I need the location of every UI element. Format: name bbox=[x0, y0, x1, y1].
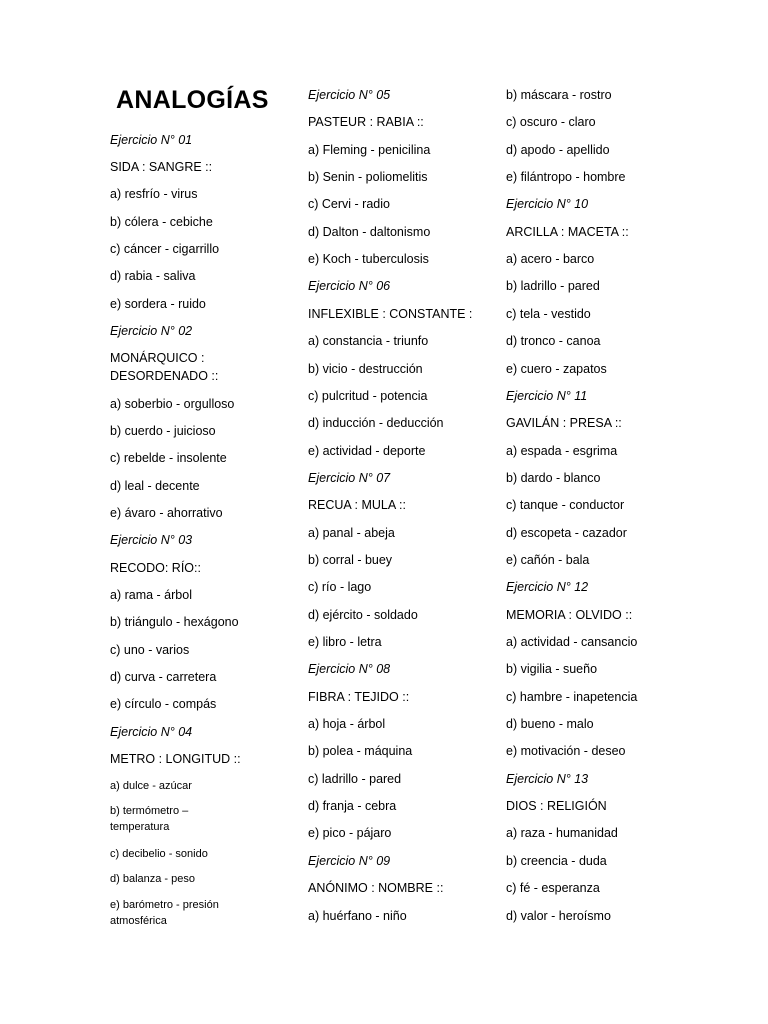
exercise-heading: Ejercicio N° 12 bbox=[506, 580, 589, 595]
answer-option: c) río - lago bbox=[308, 580, 372, 595]
analogy-prompt: PASTEUR : RABIA :: bbox=[308, 115, 424, 130]
answer-option: e) cuero - zapatos bbox=[506, 361, 607, 376]
answer-option: d) tronco - canoa bbox=[506, 334, 601, 349]
answer-option: d) leal - decente bbox=[110, 479, 200, 493]
answer-option: b) triángulo - hexágono bbox=[110, 615, 239, 629]
answer-option: b) polea - máquina bbox=[308, 744, 413, 759]
exercise-heading: Ejercicio N° 05 bbox=[308, 88, 391, 102]
answer-option: a) raza - humanidad bbox=[506, 826, 618, 841]
answer-option: a) constancia - triunfo bbox=[308, 334, 429, 349]
answer-option: a) soberbio - orgulloso bbox=[110, 397, 235, 411]
answer-option: d) inducción - deducción bbox=[308, 416, 444, 431]
answer-option: e) ávaro - ahorrativo bbox=[110, 506, 223, 520]
answer-option: d) escopeta - cazador bbox=[506, 525, 627, 540]
answer-option: a) Fleming - penicilina bbox=[308, 142, 431, 157]
answer-option: a) espada - esgrima bbox=[506, 443, 618, 458]
answer-option: c) tela - vestido bbox=[506, 306, 591, 321]
exercise-heading: Ejercicio N° 03 bbox=[110, 533, 193, 547]
answer-option: e) barómetro - presión bbox=[110, 899, 219, 911]
exercise-heading: Ejercicio N° 04 bbox=[110, 725, 193, 739]
answer-option: atmosférica bbox=[110, 915, 167, 927]
analogy-prompt: SIDA : SANGRE :: bbox=[110, 160, 213, 174]
answer-option: d) curva - carretera bbox=[110, 670, 217, 684]
answer-option: e) libro - letra bbox=[308, 635, 382, 649]
answer-option: a) hoja - árbol bbox=[308, 717, 386, 732]
answer-option: e) sordera - ruido bbox=[110, 297, 206, 311]
answer-option: e) Koch - tuberculosis bbox=[308, 252, 429, 267]
answer-option: b) Senin - poliomelitis bbox=[308, 170, 428, 185]
answer-option: a) resfrío - virus bbox=[110, 187, 198, 201]
analogy-prompt: MONÁRQUICO : bbox=[110, 351, 205, 365]
answer-option: b) termómetro – bbox=[110, 805, 189, 817]
answer-option: c) tanque - conductor bbox=[506, 498, 625, 513]
analogy-prompt: RECODO: RÍO:: bbox=[110, 561, 201, 575]
answer-option: d) balanza - peso bbox=[110, 873, 195, 885]
answer-option: e) cañón - bala bbox=[506, 552, 590, 567]
analogy-prompt: ARCILLA : MACETA :: bbox=[506, 224, 629, 239]
answer-option: c) Cervi - radio bbox=[308, 197, 390, 212]
answer-option: a) huérfano - niño bbox=[308, 908, 407, 923]
answer-option: d) Dalton - daltonismo bbox=[308, 224, 431, 239]
answer-option: temperatura bbox=[110, 821, 170, 833]
answer-option: d) apodo - apellido bbox=[506, 142, 610, 157]
answer-option: e) pico - pájaro bbox=[308, 826, 392, 841]
exercise-heading: Ejercicio N° 07 bbox=[308, 470, 391, 485]
exercise-heading: Ejercicio N° 13 bbox=[506, 771, 589, 786]
answer-option: b) vicio - destrucción bbox=[308, 361, 423, 376]
answer-option: c) fé - esperanza bbox=[506, 881, 600, 896]
page-title: ANALOGÍAS bbox=[116, 86, 269, 114]
exercise-heading: Ejercicio N° 09 bbox=[308, 853, 391, 868]
analogy-prompt: RECUA : MULA :: bbox=[308, 498, 406, 513]
answer-option: a) rama - árbol bbox=[110, 588, 192, 602]
answer-option: e) motivación - deseo bbox=[506, 744, 626, 759]
exercise-heading: Ejercicio N° 01 bbox=[110, 133, 193, 147]
answer-option: a) panal - abeja bbox=[308, 525, 395, 540]
exercise-heading: Ejercicio N° 11 bbox=[506, 388, 588, 403]
analogy-prompt: DESORDENADO :: bbox=[110, 369, 219, 383]
answer-option: e) círculo - compás bbox=[110, 697, 217, 711]
exercise-heading: Ejercicio N° 02 bbox=[110, 324, 193, 338]
answer-option: c) oscuro - claro bbox=[506, 115, 596, 130]
answer-option: d) rabia - saliva bbox=[110, 269, 196, 283]
answer-option: c) cáncer - cigarrillo bbox=[110, 242, 220, 256]
analogy-prompt: ANÓNIMO : NOMBRE :: bbox=[308, 881, 444, 896]
answer-option: d) franja - cebra bbox=[308, 799, 397, 814]
answer-option: c) hambre - inapetencia bbox=[506, 689, 638, 704]
exercise-heading: Ejercicio N° 06 bbox=[308, 279, 391, 294]
answer-option: e) actividad - deporte bbox=[308, 443, 426, 458]
answer-option: d) valor - heroísmo bbox=[506, 908, 611, 923]
analogy-prompt: GAVILÁN : PRESA :: bbox=[506, 416, 622, 431]
answer-option: e) filántropo - hombre bbox=[506, 170, 626, 185]
answer-option: b) ladrillo - pared bbox=[506, 279, 600, 294]
exercise-heading: Ejercicio N° 08 bbox=[308, 662, 391, 677]
answer-option: a) acero - barco bbox=[506, 252, 595, 267]
answer-option: a) actividad - cansancio bbox=[506, 635, 638, 649]
answer-option: c) uno - varios bbox=[110, 643, 190, 657]
answer-option: b) vigilia - sueño bbox=[506, 662, 598, 677]
analogy-prompt: MEMORIA : OLVIDO :: bbox=[506, 607, 633, 622]
answer-option: d) ejército - soldado bbox=[308, 607, 418, 622]
analogy-prompt: FIBRA : TEJIDO :: bbox=[308, 689, 410, 704]
answer-option: b) creencia - duda bbox=[506, 853, 607, 868]
analogy-prompt: INFLEXIBLE : CONSTANTE : bbox=[308, 306, 473, 321]
answer-option: c) rebelde - insolente bbox=[110, 451, 227, 465]
exercise-heading: Ejercicio N° 10 bbox=[506, 197, 589, 212]
answer-option: b) máscara - rostro bbox=[506, 88, 612, 102]
analogy-prompt: DIOS : RELIGIÓN bbox=[506, 799, 607, 814]
answer-option: b) cuerdo - juicioso bbox=[110, 424, 216, 438]
answer-option: b) dardo - blanco bbox=[506, 470, 601, 485]
answer-option: d) bueno - malo bbox=[506, 717, 594, 732]
analogy-prompt: METRO : LONGITUD :: bbox=[110, 752, 241, 766]
answer-option: c) ladrillo - pared bbox=[308, 771, 402, 786]
answer-option: b) cólera - cebiche bbox=[110, 215, 213, 229]
answer-option: c) decibelio - sonido bbox=[110, 848, 208, 860]
answer-option: a) dulce - azúcar bbox=[110, 780, 192, 792]
answer-option: b) corral - buey bbox=[308, 552, 393, 567]
answer-option: c) pulcritud - potencia bbox=[308, 388, 428, 403]
